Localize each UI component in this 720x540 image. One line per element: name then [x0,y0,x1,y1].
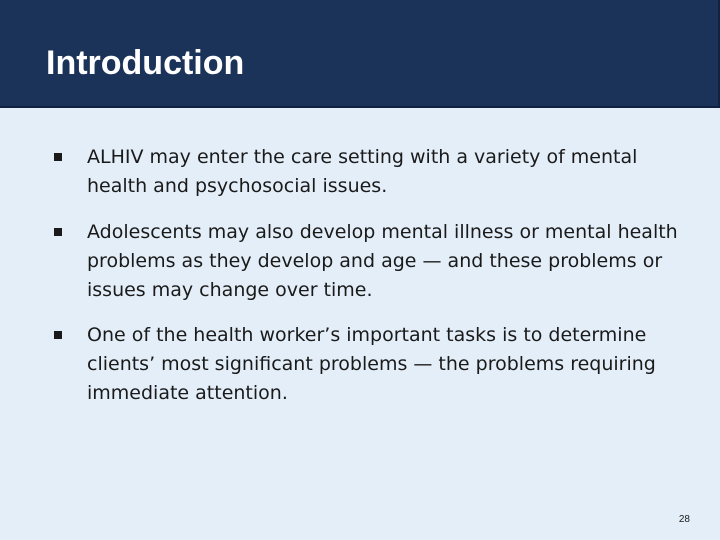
square-bullet-icon [54,228,62,236]
bullet-text: ALHIV may enter the care setting with a variety of mental health and psychosocial issues. [87,146,638,197]
page-number: 28 [678,514,690,525]
bullet-text: Adolescents may also develop mental illness or mental health problems as they develop and age — and these problems or issues may change over time. [87,221,678,301]
slide-title: Introduction [46,44,245,82]
title-bar [0,0,720,108]
bullet-text: One of the health worker’s important tasks is to determine clients’ most significant problems — the problems requiring immediate attention. [87,324,656,404]
square-bullet-icon [54,153,62,161]
square-bullet-icon [54,331,62,339]
